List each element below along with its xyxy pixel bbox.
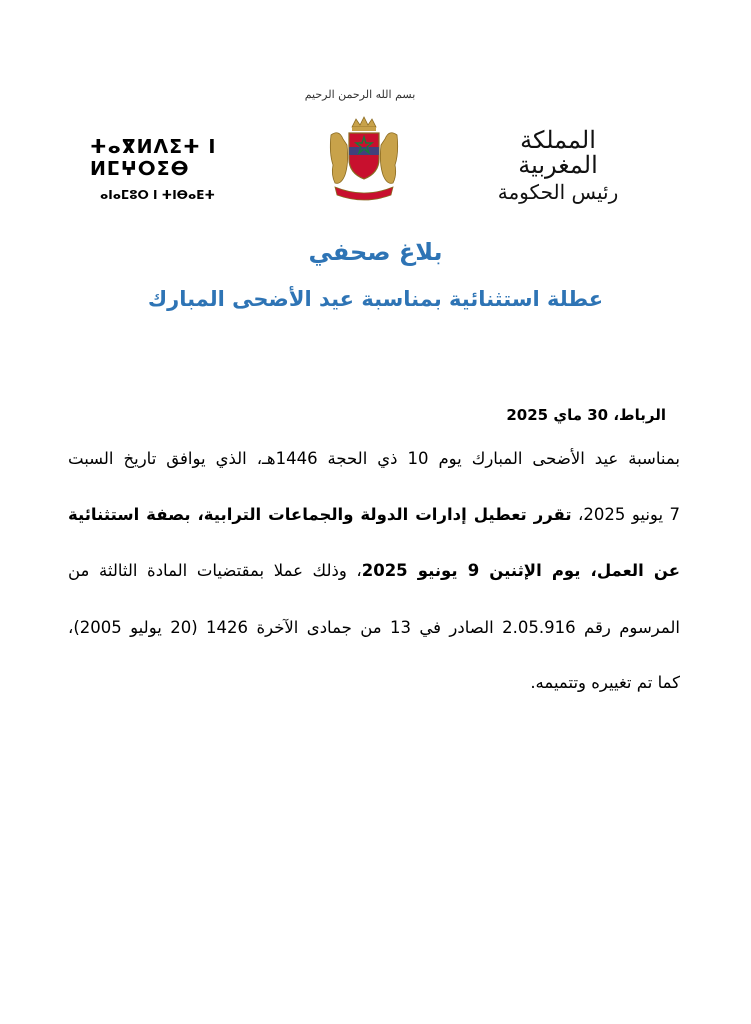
tifinagh-government-text: ⴰⵏⴰⵎⵓⵔ ⵏ ⵜⵏⴱⴰⴹⵜ — [100, 188, 215, 202]
body-line-3-rest: ، وذلك عملا بمقتضيات المادة الثالثة من — [68, 561, 362, 580]
tifinagh-kingdom-text: ⵜⴰⴳⵍⴷⵉⵜ ⵏ ⵍⵎⵖⵔⵉⴱ — [90, 136, 217, 180]
tifinagh-logo — [90, 136, 230, 202]
body-line-2-decision: تقرر تعطيل إدارات الدولة والجماعات الترابية، بصفة استثنائية — [68, 505, 572, 524]
body-line-2 — [68, 505, 680, 524]
letterhead — [0, 0, 751, 220]
arabic-kingdom-text: المملكة المغربية — [518, 126, 598, 180]
arabic-government-text: رئيس الحكومة — [497, 180, 619, 205]
body-line-3 — [68, 561, 680, 580]
body-line-2-date: 7 يونيو 2025، — [571, 505, 680, 524]
body-line-4: المرسوم رقم 2.05.916 الصادر في 13 من جمادى الآخرة 1426 (20 يوليو 2005)، — [68, 618, 681, 637]
page-title: بلاغ صحفي — [308, 238, 443, 266]
basmala: بسم الله الرحمن الرحيم — [304, 88, 416, 101]
dateline: الرباط، 30 ماي 2025 — [506, 406, 666, 424]
arabic-logo — [488, 128, 628, 204]
page-subtitle: عطلة استثنائية بمناسبة عيد الأضحى المبارك — [147, 287, 604, 311]
body-line-3-holiday: عن العمل، يوم الإثنين 9 يونيو 2025 — [361, 561, 680, 580]
body-line-1: بمناسبة عيد الأضحى المبارك يوم 10 ذي الحجة 1446هـ، الذي يوافق تاريخ السبت — [68, 449, 681, 468]
body-line-5: كما تم تغييره وتتميمه. — [530, 673, 680, 692]
moroccan-coat-of-arms-emblem — [325, 115, 403, 207]
